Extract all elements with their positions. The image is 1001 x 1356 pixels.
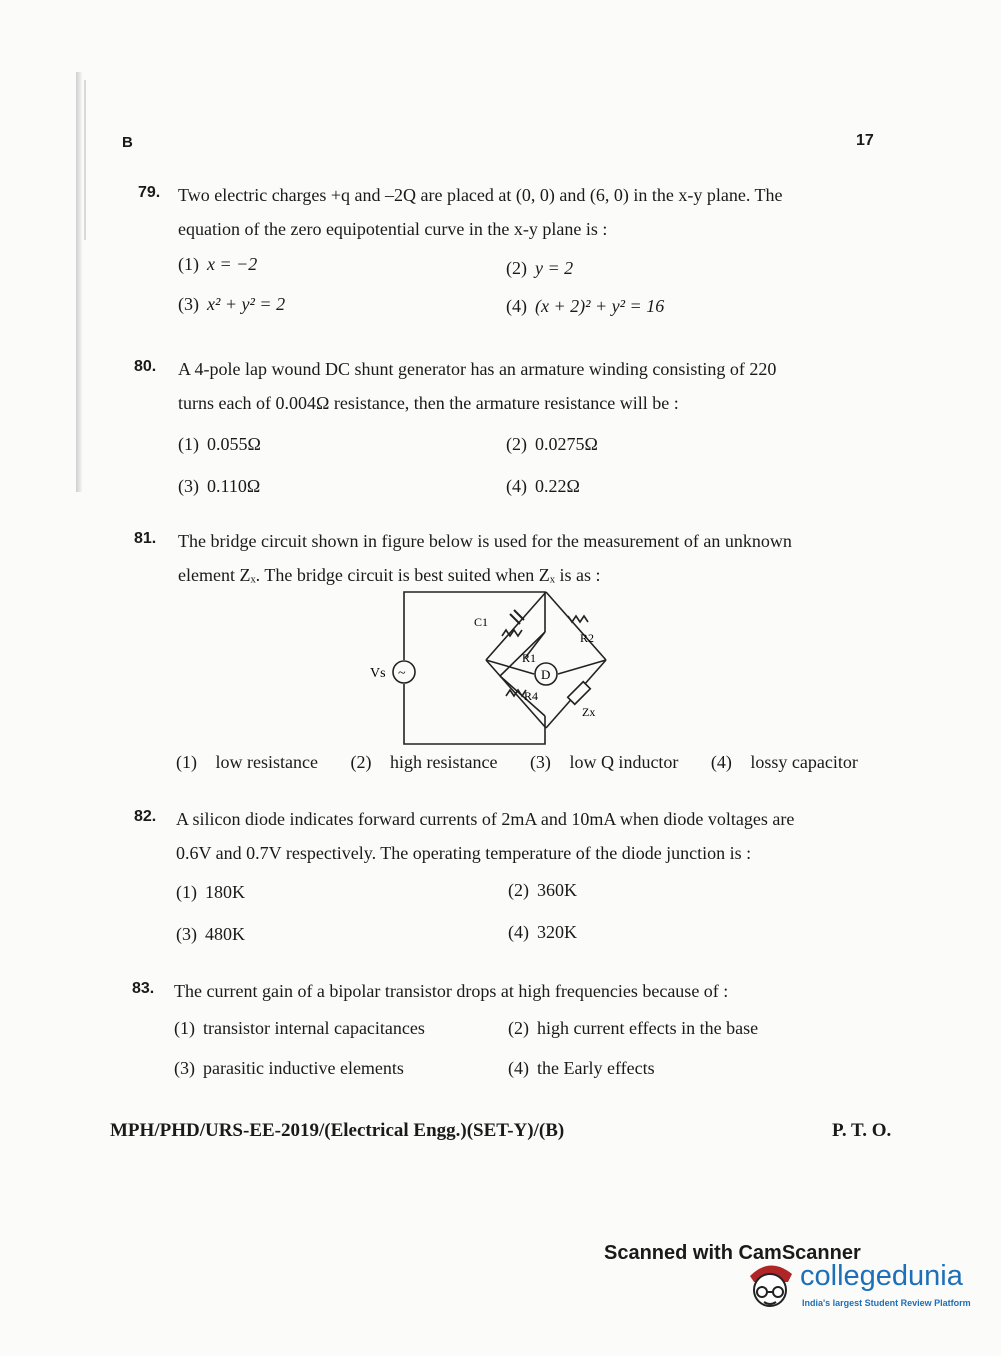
option-3[interactable]: (3) x² + y² = 2: [178, 294, 286, 314]
bridge-diamond: [474, 592, 610, 732]
question-text: [178, 524, 878, 592]
question-text: [174, 974, 874, 1008]
question-number: 82.: [134, 808, 157, 825]
pto-label: P. T. O.: [832, 1120, 892, 1141]
question-text: [176, 802, 876, 870]
collegedunia-logo: [744, 1258, 974, 1318]
option-1[interactable]: (1) 180K: [176, 882, 245, 902]
question-line: Two electric charges +q and –2Q are placed at (0, 0) and (6, 0) in the x-y plane. The: [178, 185, 783, 205]
question-line: 0.6V and 0.7V respectively. The operating temperature of the diode junction is :: [176, 843, 752, 863]
question-line: A 4-pole lap wound DC shunt generator has an armature winding consisting of 220: [178, 359, 777, 379]
option-3[interactable]: (3) low Q inductor: [529, 752, 679, 772]
mascot-icon: [744, 1258, 796, 1318]
question-text: [178, 352, 878, 420]
question-81-options: [176, 752, 886, 773]
set-label: B: [122, 134, 133, 151]
r1-label: R1: [522, 651, 537, 665]
question-number: 81.: [134, 530, 157, 547]
option-3[interactable]: (3) parasitic inductive elements: [174, 1058, 404, 1078]
source-symbol: ~: [398, 666, 406, 681]
question-text: [178, 178, 878, 246]
option-2[interactable]: (2) y = 2: [506, 258, 574, 278]
option-2[interactable]: (2) 360K: [508, 880, 577, 900]
option-1[interactable]: (1) x = −2: [178, 254, 258, 274]
r4-label: R4: [524, 689, 539, 703]
resistor-r2: [568, 616, 588, 622]
question-line: The bridge circuit shown in figure below is used for the measurement of an unknown: [178, 531, 792, 551]
question-line: equation of the zero equipotential curve in the x-y plane is :: [178, 219, 608, 239]
page-edge: [76, 72, 82, 492]
question-line: The current gain of a bipolar transistor drops at high frequencies because of :: [174, 981, 729, 1001]
zx-label: Zx: [582, 705, 596, 719]
question-number: 80.: [134, 358, 157, 375]
option-3[interactable]: (3) 480K: [176, 924, 245, 944]
option-4[interactable]: (4) the Early effects: [508, 1058, 655, 1078]
exam-code: MPH/PHD/URS-EE-2019/(Electrical Engg.)(SET-Y)/(B): [110, 1120, 565, 1141]
option-1[interactable]: (1) 0.055Ω: [178, 434, 261, 454]
page-number: 17: [856, 132, 874, 149]
wire-right-upper: [546, 592, 606, 660]
scanned-with-label: Scanned with CamScanner: [604, 1242, 861, 1264]
option-4[interactable]: (4) 320K: [508, 922, 577, 942]
wire-left-upper: [486, 592, 546, 660]
r2-label: R2: [580, 631, 595, 645]
page-edge-line: [84, 80, 86, 240]
detector-label: D: [541, 667, 551, 682]
option-2[interactable]: (2) high current effects in the base: [508, 1018, 759, 1038]
option-4[interactable]: (4) (x + 2)² + y² = 16: [506, 296, 665, 316]
brand-name: collegedunia: [800, 1260, 963, 1292]
question-number: 79.: [138, 184, 161, 201]
option-4[interactable]: (4) lossy capacitor: [710, 752, 858, 772]
source-label: Vs: [370, 666, 386, 681]
option-2[interactable]: (2) high resistance: [350, 752, 498, 772]
option-4[interactable]: (4) 0.22Ω: [506, 476, 580, 496]
option-2[interactable]: (2) 0.0275Ω: [506, 434, 598, 454]
c1-label: C1: [474, 615, 489, 629]
capacitor-c1: [510, 610, 524, 624]
option-1[interactable]: (1) transistor internal capacitances: [174, 1018, 425, 1038]
option-1[interactable]: (1) low resistance: [176, 752, 318, 772]
question-line: turns each of 0.004Ω resistance, then the armature resistance will be :: [178, 393, 679, 413]
brand-tagline: India's largest Student Review Platform: [802, 1298, 971, 1308]
question-line: element Zₓ. The bridge circuit is best suited when Zₓ is as :: [178, 565, 601, 585]
question-number: 83.: [132, 980, 155, 997]
option-3[interactable]: (3) 0.110Ω: [178, 476, 261, 496]
question-line: A silicon diode indicates forward currents of 2mA and 10mA when diode voltages are: [176, 809, 795, 829]
impedance-zx: [568, 682, 591, 705]
